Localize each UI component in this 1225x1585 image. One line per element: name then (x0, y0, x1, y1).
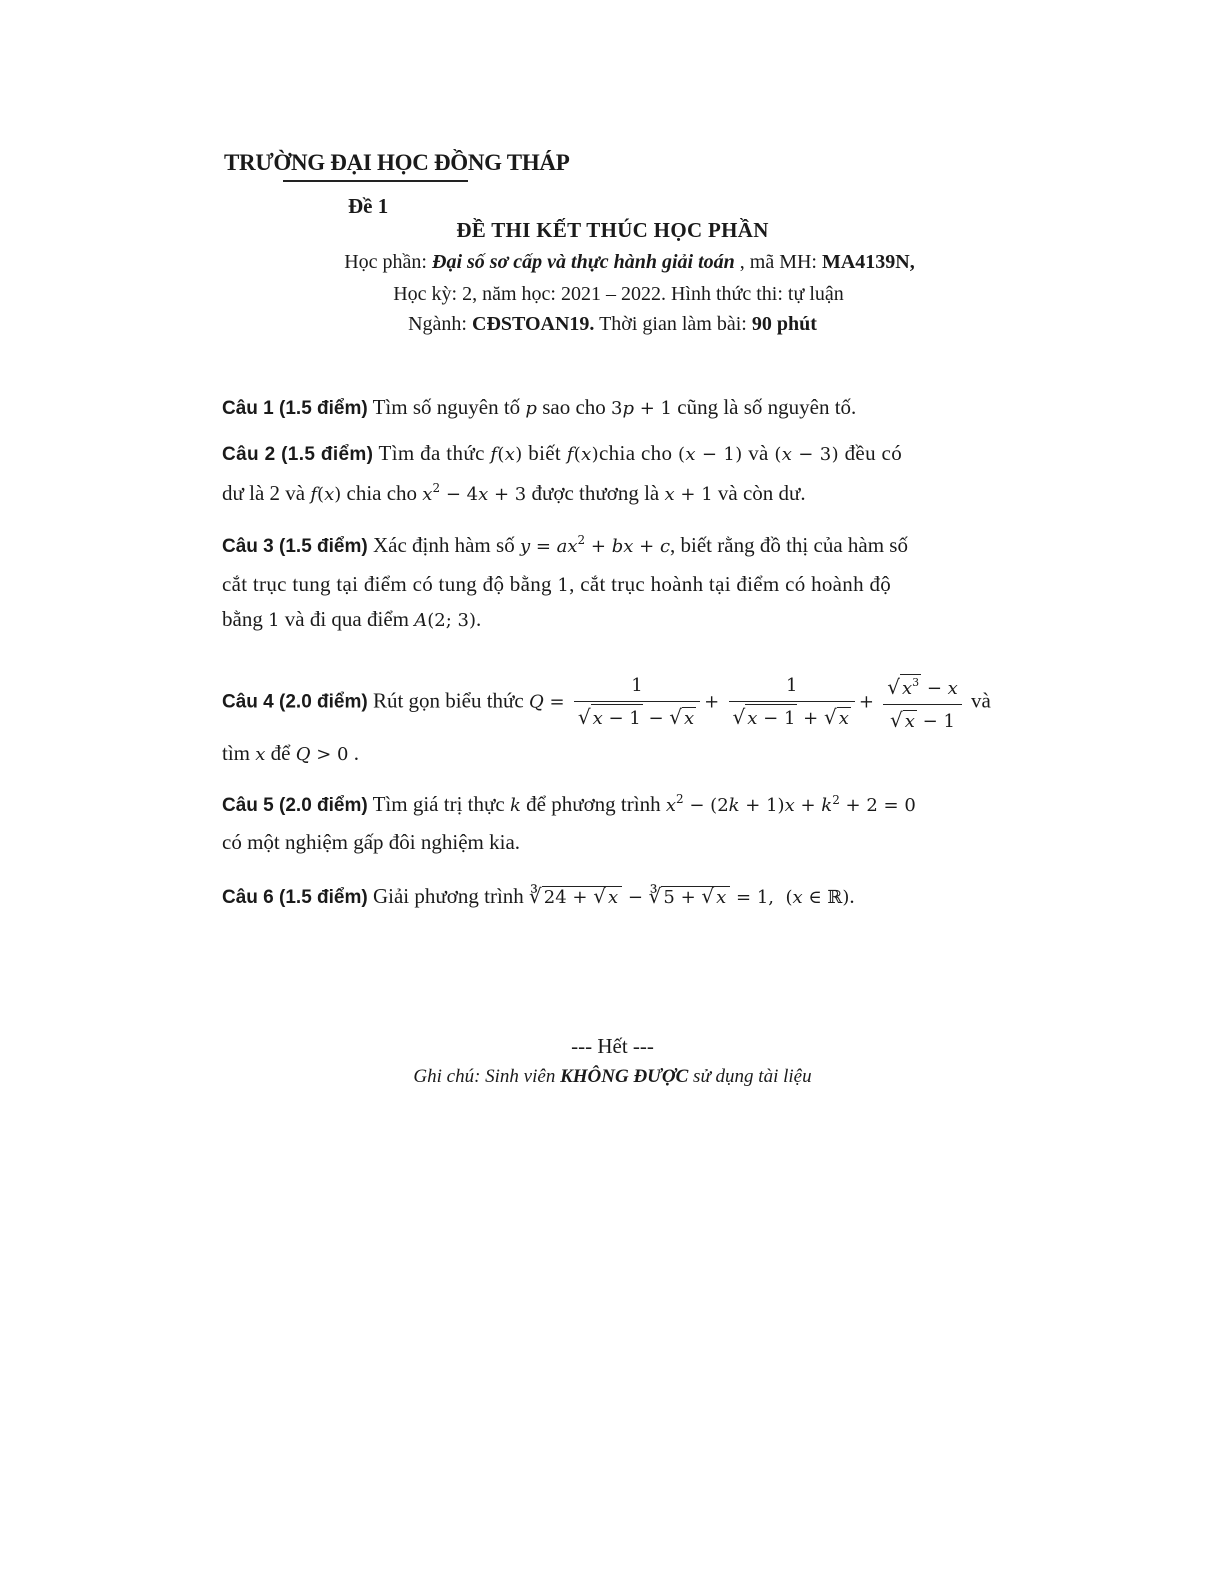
end-marker: --- Hết --- (571, 1034, 654, 1058)
school-name: TRƯỜNG ĐẠI HỌC ĐỒNG THÁP (224, 150, 570, 175)
question-3-cont: cắt trục tung tại điểm có tung độ bằng 1, cắt trục hoành tại điểm có hoành độ (222, 572, 892, 596)
course-name: Đại số sơ cấp và thực hành giải toán (432, 251, 735, 273)
question-label: Câu 3 (1.5 điểm) (222, 536, 368, 557)
exam-title: ĐỀ THI KẾT THÚC HỌC PHẦN (456, 218, 769, 242)
question-1: Câu 1 (1.5 điểm) Tìm số nguyên tố p sao cho 3p + 1 cũng là số nguyên tố. (222, 395, 857, 419)
question-3: Câu 3 (1.5 điểm) Xác định hàm số $y = ax^2$ + bx + c, biết rằng đồ thị của hàm số (222, 533, 908, 557)
footer-note (0, 1066, 1225, 1088)
question-label: Câu 5 (2.0 điểm) (222, 795, 368, 816)
question-label: Câu 1 (1.5 điểm) (222, 398, 368, 419)
question-4: Câu 4 (2.0 điểm) Rút gọn biểu thức Q = $\frac{1}{√ x - 1 - √ x}$ + $\frac{1}{√ x - 1 + √ x}$ + $\frac{√ x^3 - x}{√ x - 1}$ và (222, 668, 991, 737)
course-code: MA4139N, (821, 251, 915, 273)
major-line (0, 313, 1225, 336)
question-6: Câu 6 (1.5 điểm) Giải phương trình ∛ 24 + √ x − ∛ 5 + √ x = 1, (x ∈ ℝ). (222, 884, 855, 908)
question-label: Câu 4 (2.0 điểm) (222, 691, 368, 713)
note-suffix: sử dụng tài liệu (693, 1066, 812, 1087)
fraction-2: $\frac{1}{√ x - 1 + √ x}$ (729, 671, 855, 734)
course-line (17, 251, 1225, 274)
question-3-cont2: bằng 1 và đi qua điểm A(2; 3). (222, 607, 482, 631)
time: 90 phút (751, 313, 817, 335)
question-4-cont: tìm x để Q > 0 . (222, 741, 359, 765)
question-label: Câu 2 (1.5 điểm) (222, 444, 374, 465)
course-code-prefix: , mã MH: (739, 251, 817, 273)
semester-line: Học kỳ: 2, năm học: 2021 – 2022. Hình thức thi: tự luận (393, 283, 844, 305)
major-prefix: Ngành: (408, 313, 467, 335)
time-prefix: Thời gian làm bài: (599, 313, 747, 335)
question-label: Câu 6 (1.5 điểm) (222, 887, 368, 908)
exam-code: Đề 1 (348, 194, 389, 218)
cube-root-2: ∛ (648, 884, 662, 908)
cube-root-1: ∛ (529, 884, 542, 908)
question-5: Câu 5 (2.0 điểm) Tìm giá trị thực k để phương trình $x^2 - (2k + 1)x + k^2 + 2 = 0$ (222, 792, 916, 816)
question-5-cont: có một nghiệm gấp đôi nghiệm kia. (222, 830, 521, 854)
school-underline (283, 180, 468, 182)
note-bold: KHÔNG ĐƯỢC (560, 1066, 689, 1087)
question-2-cont: dư là 2 và f(x) chia cho $x^2 - 4x + 3$ được thương là x + 1 và còn dư. (222, 481, 806, 505)
fraction-3: $\frac{√ x^3 - x}{√ x - 1}$ (883, 668, 962, 737)
question-2: Câu 2 (1.5 điểm) Tìm đa thức f(x) biết f(x)chia cho (x − 1) và (x − 3) đều có (222, 441, 903, 465)
major: CĐSTOAN19. (472, 313, 595, 335)
course-prefix: Học phần: (344, 251, 427, 273)
note-prefix: Ghi chú: Sinh viên (413, 1066, 556, 1087)
fraction-1: $\frac{1}{√ x - 1 - √ x}$ (574, 671, 700, 734)
